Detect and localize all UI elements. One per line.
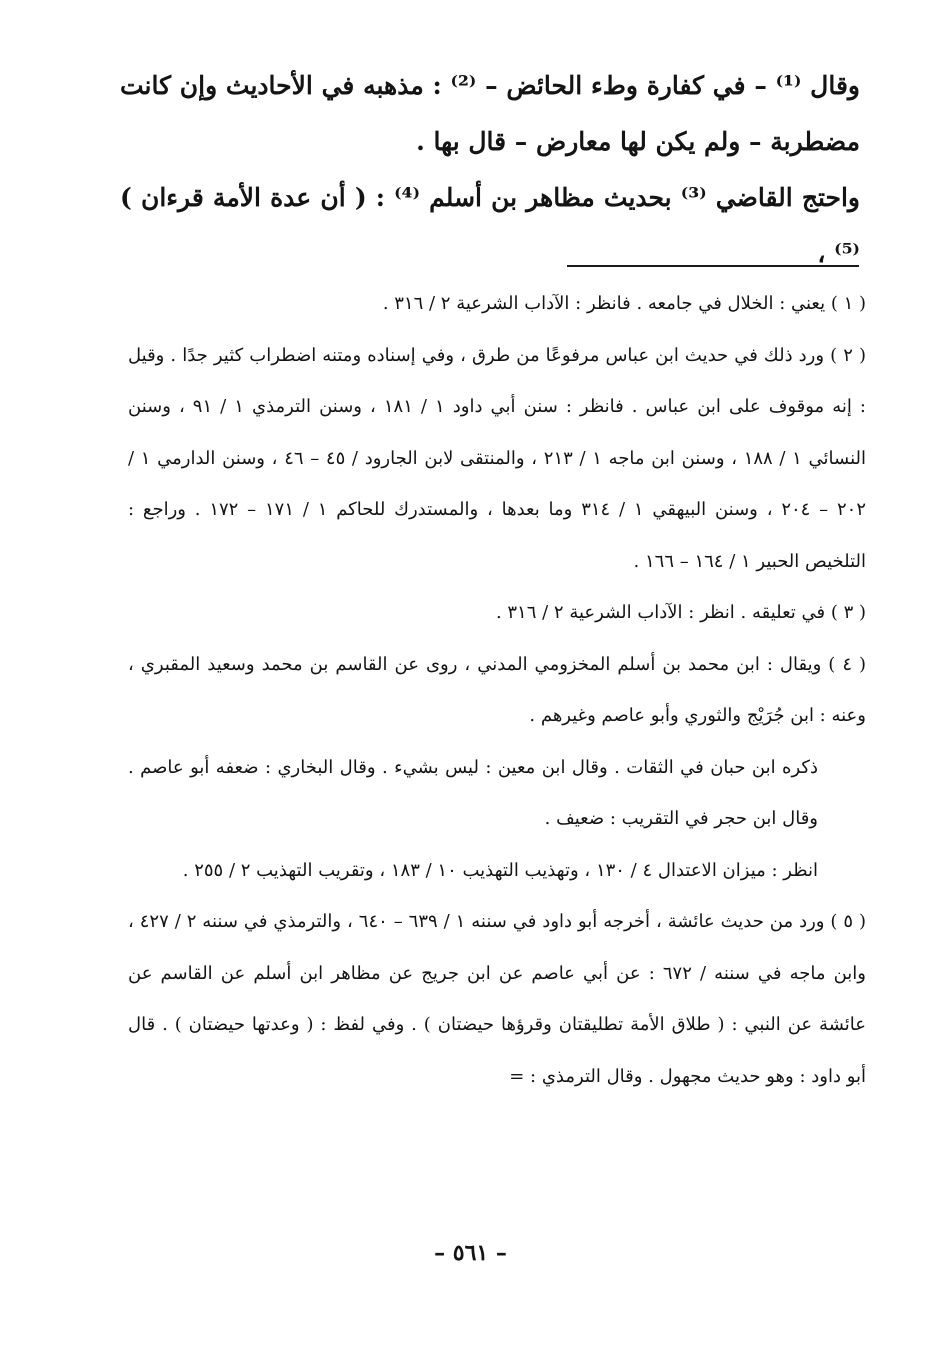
footnote-separator	[567, 265, 859, 267]
footnote-4-rating: ذكره ابن حبان في الثقات . وقال ابن معين : ليس بشيء . وقال البخاري : ضعفه أبو عاصم . وقال ابن حجر في التقريب : ضعيف .	[128, 756, 818, 829]
footnote-5: ( ٥ ) ورد من حديث عائشة ، أخرجه أبو داود في سننه ١ / ٦٣٩ – ٦٤٠ ، والترمذي في سننه ٢ / ٤٢٧ ، وابن ماجه في سننه / ٦٧٢ : عن أبي عاصم عن ابن جريج عن مظاهر ابن أسلم عن القاسم عن عائشة عن النبي : ( طلاق الأمة تطليقتان وقرؤها حيضتان ) . وفي لفظ : ( وعدتها حيضتان ) . قال أبو داود : وهو حديث مجهول . وقال الترمذي : =	[128, 911, 867, 1087]
footnote-1: ( ١ ) يعني : الخلال في جامعه . فانظر : الآداب الشرعية ٢ / ٣١٦ .	[382, 293, 866, 314]
main-text	[120, 58, 860, 282]
main-paragraph-1: وقال ⁽¹⁾ – في كفارة وطء الحائض – ⁽²⁾ : مذهبه في الأحاديث وإن كانت مضطربة – ولم يكن لها معارض – قال بها .	[120, 71, 860, 156]
main-paragraph-2: واحتج القاضي ⁽³⁾ بحديث مظاهر بن أسلم ⁽⁴⁾ : ( أن عدة الأمة قرءان ) ⁽⁵⁾ ،	[120, 183, 860, 268]
footnote-3: ( ٣ ) في تعليقه . انظر : الآداب الشرعية ٢ / ٣١٦ .	[495, 602, 866, 623]
footnote-4-sources: انظر : ميزان الاعتدال ٤ / ١٣٠ ، وتهذيب التهذيب ١٠ / ١٨٣ ، وتقريب التهذيب ٢ / ٢٥٥ .	[182, 859, 818, 881]
footnotes	[128, 278, 866, 1102]
footnote-2: ( ٢ ) ورد ذلك في حديث ابن عباس مرفوعًا من طرق ، وفي إسناده ومتنه اضطراب كثير جدًا . وقيل : إنه موقوف على ابن عباس . فانظر : سنن أبي داود ١ / ١٨١ ، وسنن الترمذي ١ / ٩١ ، وسنن النسائي ١ / ١٨٨ ، وسنن ابن ماجه ١ / ٢١٣ ، والمنتقى لابن الجارود / ٤٥ – ٤٦ ، وسنن الدارمي ١ / ٢٠٢ – ٢٠٤ ، وسنن البيهقي ١ / ٣١٤ وما بعدها ، والمستدرك للحاكم ١ / ١٧١ – ١٧٢ . وراجع : التلخيص الحبير ١ / ١٦٤ – ١٦٦ .	[128, 344, 867, 572]
footnote-4: ( ٤ ) ويقال : ابن محمد بن أسلم المخزومي المدني ، روى عن القاسم بن محمد وسعيد المقبري ، وعنه : ابن جُرَيْج والثوري وأبو عاصم وغيرهم .	[128, 653, 866, 726]
page-number: – ٥٦١ –	[434, 1240, 507, 1266]
